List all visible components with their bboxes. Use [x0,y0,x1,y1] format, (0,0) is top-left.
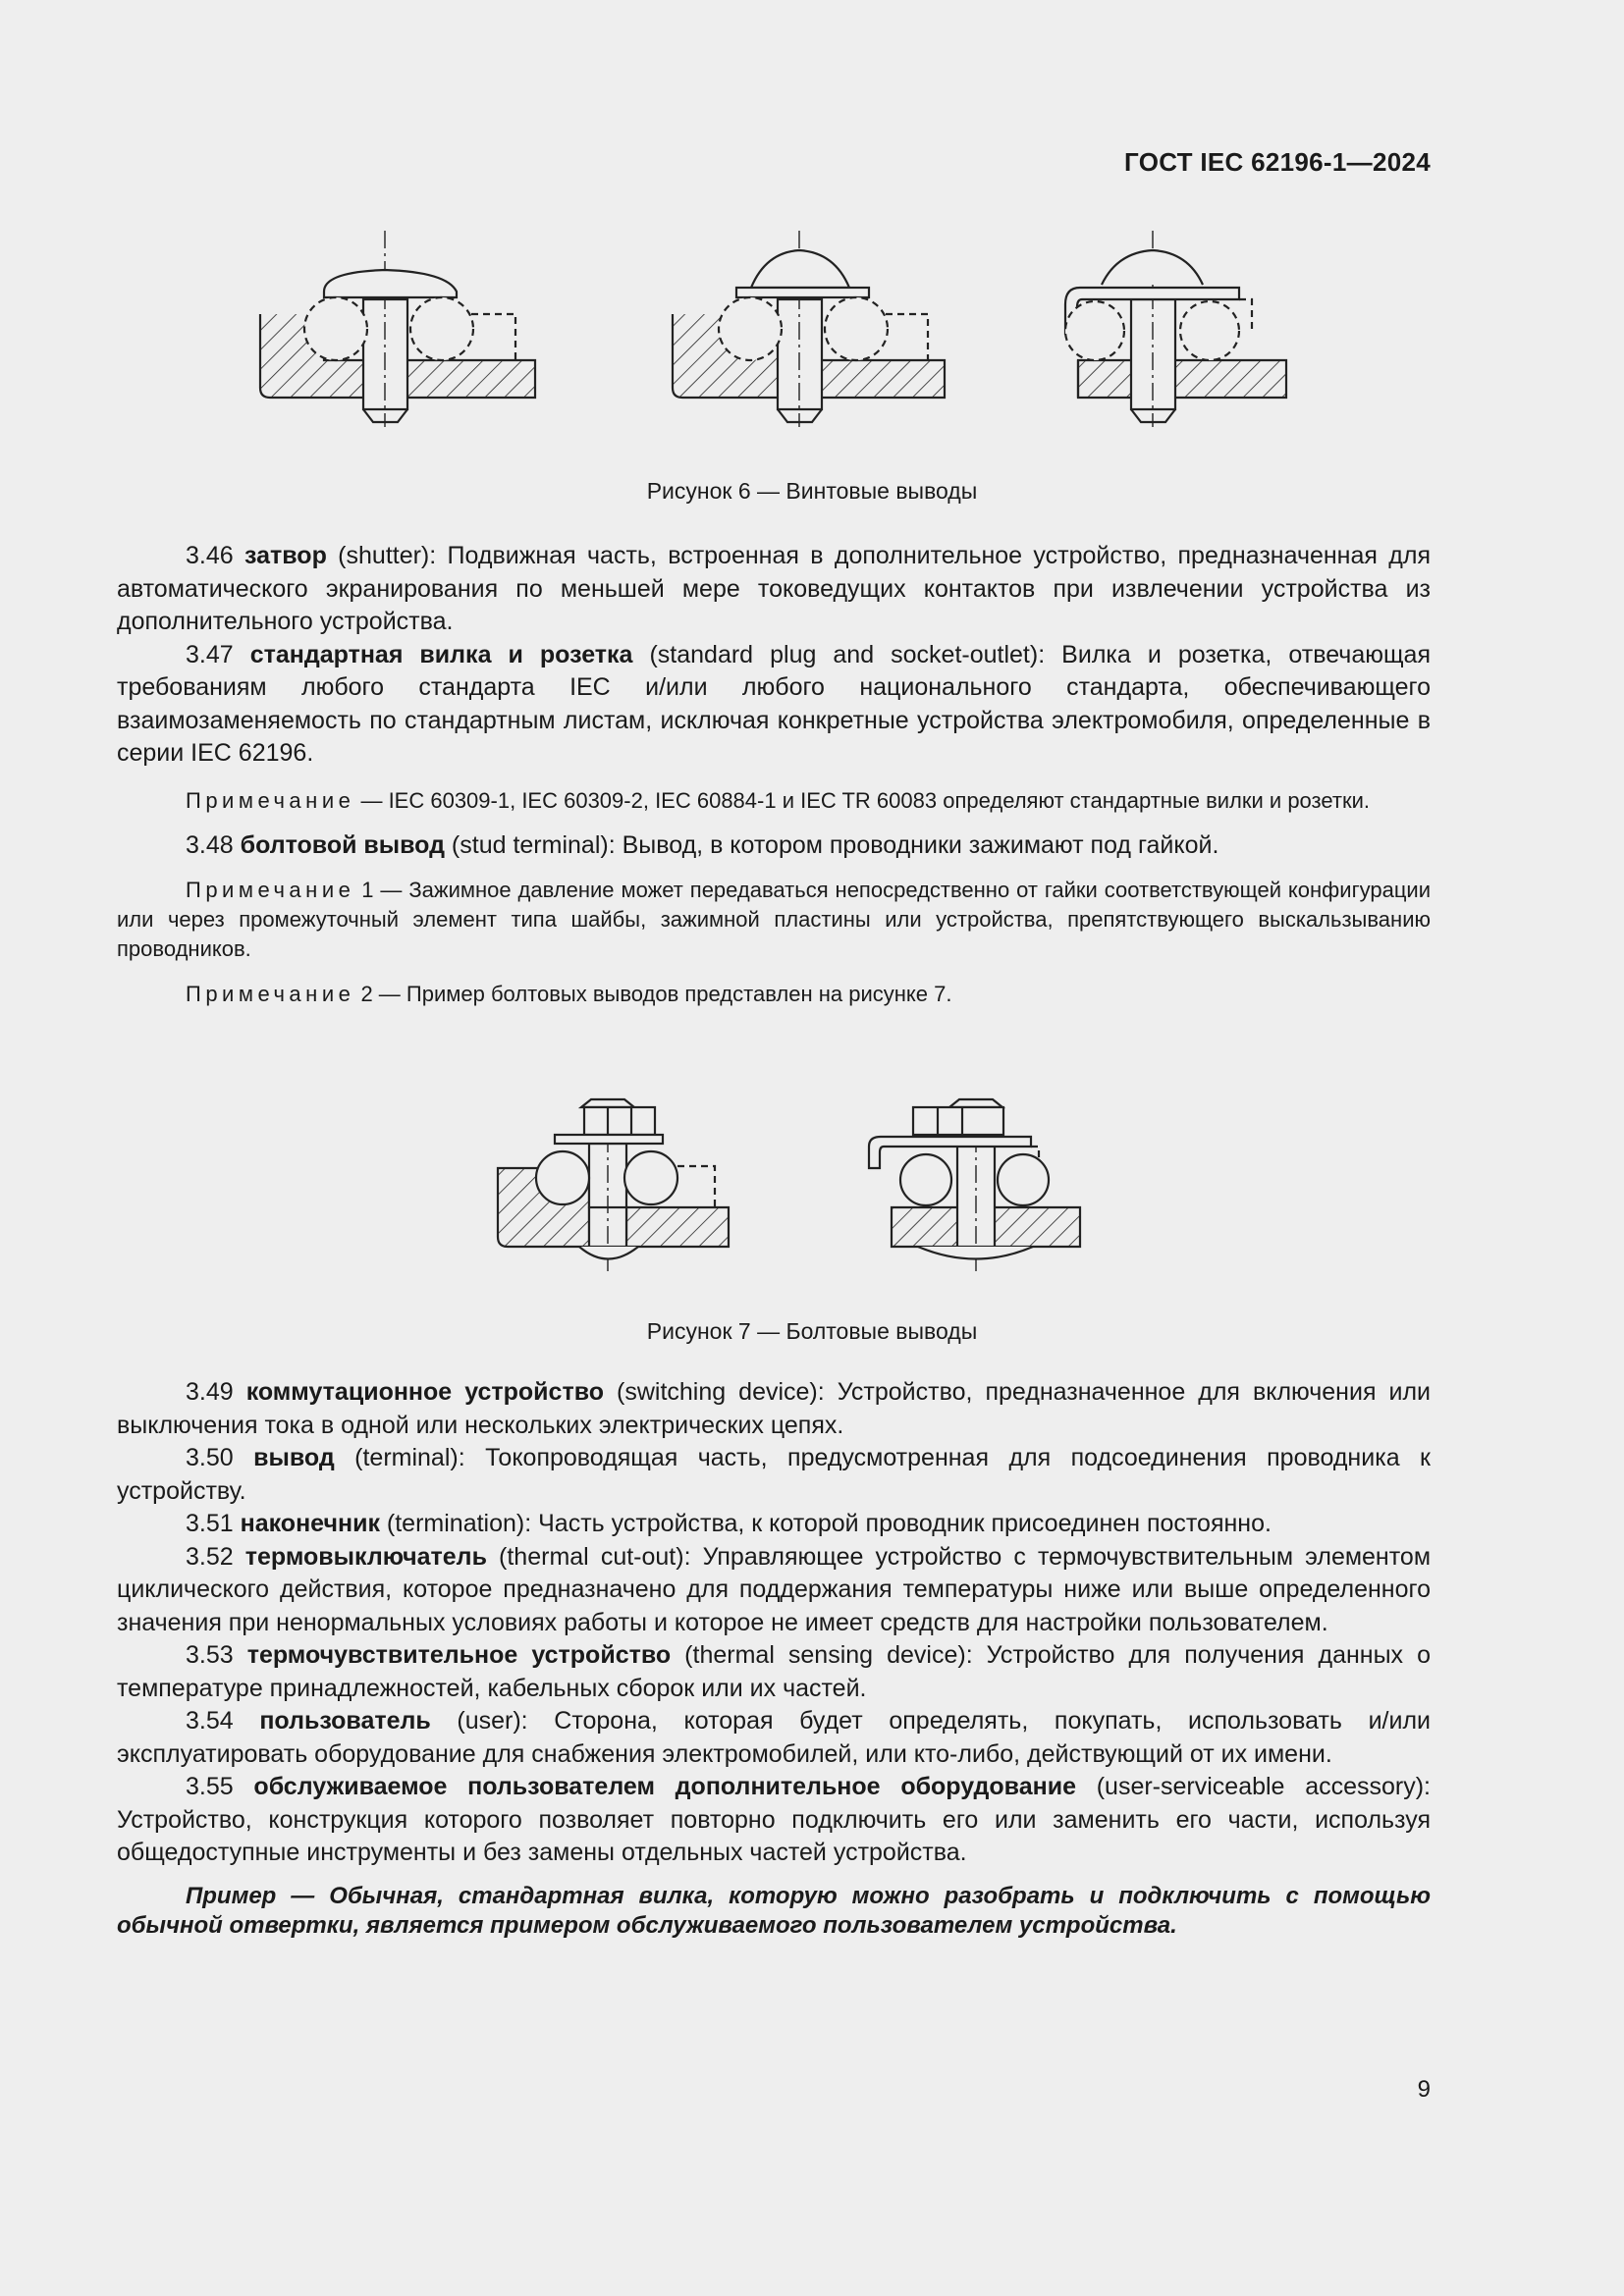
example-note: Пример — Обычная, стандартная вилка, которую можно разобрать и подключить с помощью обычной отвертки, является примером обслуживаемого пользователем устройства. [117,1882,1431,1939]
definition-3-49: 3.49 коммутационное устройство (switching device): Устройство, предназначенное для включения или выключения тока в одной или нескольких электрических цепях. [117,1378,1432,1439]
page-number: 9 [1417,2076,1431,2103]
screw-terminal-1 [260,231,535,427]
figure-7-drawing [0,1090,1624,1276]
term: термочувствительное устройство [246,1641,672,1669]
definition-3-52: 3.52 термовыключатель (thermal cut-out): Управляющее устройство с термочувствительным элементом циклического действия, которое предназначено для поддержания температуры ниже или выше определенного значения при ненормальных условиях работы и которое не имеет средств для настройки пользователем. [117,1542,1432,1636]
figure-7-stud-terminals [0,1090,1624,1276]
term: пользователь [259,1707,431,1735]
screw-terminal-2 [673,231,945,427]
definition-3-55: 3.55 обслуживаемое пользователем дополнительное оборудование (user-serviceable accessory): Устройство, конструкция которого позволяет повторно подключить его или заменить его части, используя общедоступные инструменты и без замены отдельных частей устройства. [117,1773,1431,1866]
stud-terminal-2 [869,1099,1080,1271]
definition-3-50: 3.50 вывод (terminal): Токопроводящая часть, предусмотренная для подсоединения проводника к устройству. [117,1444,1431,1505]
definitions-block-2 [117,1376,1431,1941]
standard-header: ГОСТ IEC 62196-1—2024 [1124,147,1431,177]
figure-6-screw-terminals [0,221,1624,432]
figure-6-caption: Рисунок 6 — Винтовые выводы [646,478,978,504]
note-3-47: Примечание — IEC 60309-1, IEC 60309-2, IEC 60884-1 и IEC TR 60083 определяют стандартные вилки и розетки. [186,787,1370,813]
stud-terminal-1 [498,1099,729,1271]
term: вывод [253,1444,335,1471]
note-3-48-1: Примечание 1 — Зажимное давление может передаваться непосредственно от гайки соответствующей конфигурации или через промежуточный элемент типа шайбы, зажимной пластины или устройства, препятствующего выскальзыванию проводников. [117,878,1431,961]
term: стандартная вилка и розетка [249,640,633,668]
definition-3-47: 3.47 стандартная вилка и розетка (standard plug and socket-outlet): Вилка и розетка, отвечающая требованиям любого стандарта IEC и/или любого национального стандарта, обеспечивающего взаимозаменяемость по стандартным листам, исключая конкретные устройства электромобиля, определенные в серии IEC 62196. [117,640,1431,767]
definition-3-53: 3.53 термочувствительное устройство (thermal sensing device): Устройство для получения данных о температуре принадлежностей, кабельных сборок или их частей. [117,1641,1431,1702]
figure-6-drawing [0,221,1624,432]
definition-3-46: 3.46 затвор (shutter): Подвижная часть, встроенная в дополнительное устройство, предназначенная для автоматического экранирования по меньшей мере токоведущих контактов при извлечении устройства из дополнительного устройства. [117,542,1431,635]
term: обслуживаемое пользователем дополнительное оборудование [253,1773,1076,1800]
definition-3-48: 3.48 болтовой вывод (stud terminal): Вывод, в котором проводники зажимают под гайкой. [186,830,1219,859]
term: затвор [244,542,327,569]
definition-3-51: 3.51 наконечник (termination): Часть устройства, к которой проводник присоединен постоянно. [186,1510,1272,1537]
note-3-48-2: Примечание 2 — Пример болтовых выводов представлен на рисунке 7. [186,982,952,1006]
definition-3-54: 3.54 пользователь (user): Сторона, которая будет определять, покупать, использовать и/или эксплуатировать оборудование для снабжения электромобилей, или кто-либо, действующий от их имени. [117,1707,1431,1768]
definitions-block-1 [117,540,1431,1009]
term: наконечник [240,1510,380,1537]
term: термовыключатель [244,1542,487,1571]
term: коммутационное устройство [245,1378,605,1406]
screw-terminal-3 [1065,231,1286,427]
figure-7-caption: Рисунок 7 — Болтовые выводы [646,1318,978,1344]
term: болтовой вывод [240,830,445,859]
